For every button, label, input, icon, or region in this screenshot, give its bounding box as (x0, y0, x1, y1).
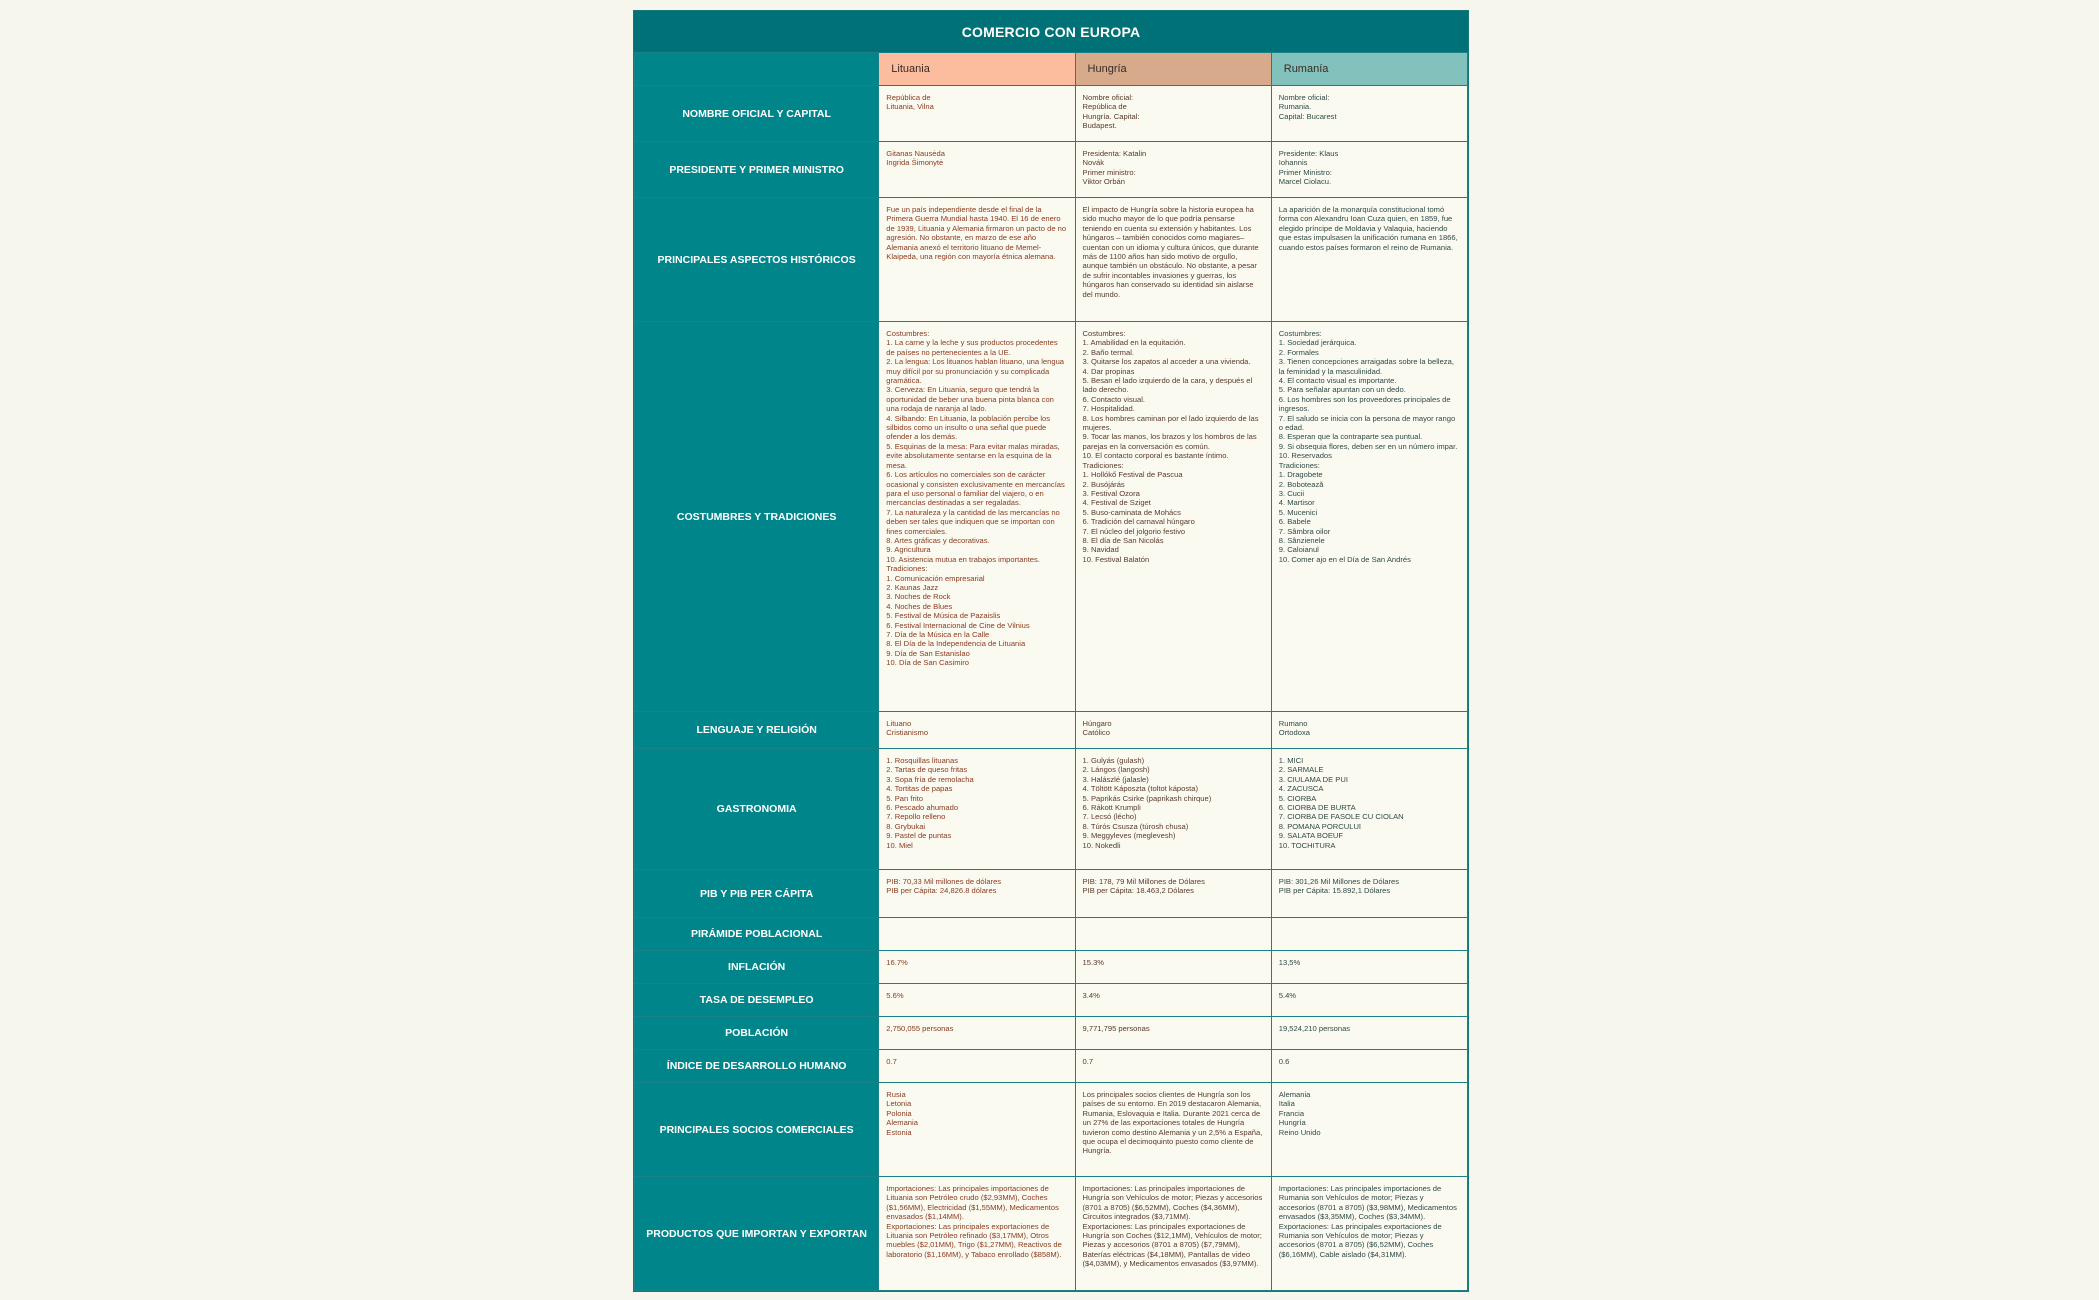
cell-customs-traditions-hungary: Costumbres: 1. Amabilidad en la equitación. 2. Baño termal. 3. Quitarse los zapatos al acceder a una vivienda. 4. Dar propinas 5. Besan el lado izquierdo de la cara, y después el lado derecho. 6. Contacto visual. 7. Hospitalidad. 8. Los hombres caminan por el lado izquierdo de las mujeres. 9. Tocar las manos, los brazos y los hombros de las parejas en la conversación es común. 10. El contacto corporal es bastante íntimo. Tradiciones: 1. Hollókő Festival de Pascua 2. Busójárás 3. Festival Ozora 4. Festival de Sziget 5. Buso-caminata de Mohács 6. Tradición del carnaval húngaro 7. El núcleo del jolgorio festivo 8. El día de San Nicolás 9. Navidad 10. Festival Balatón (1075, 322, 1271, 712)
cell-historical-aspects-romania: La aparición de la monarquía constitucional tomó forma con Alexandru Ioan Cuza quien, en 1859, fue elegido príncipe de Moldavia y Valaquia, haciendo que estas impulsasen la unificación rumana en 1866, cuando estos países formaron el reino de Rumania. (1271, 198, 1467, 322)
cell-language-religion-romania: Rumano Ortodoxa (1271, 712, 1467, 749)
row-president-prime-minister (635, 142, 1468, 198)
cell-language-religion-lithuania: Lituano Cristianismo (879, 712, 1075, 749)
row-label-historical-aspects: PRINCIPALES ASPECTOS HISTÓRICOS (635, 198, 879, 322)
cell-trade-partners-hungary: Los principales socios clientes de Hungría son los países de su entorno. En 2019 destacaron Alemania, Rumania, Eslovaquia e Italia. Durante 2021 cerca de un 27% de las exportaciones totales de Hungría tuvieron como destino Alemania y un 2,5% a España, que ocupa el decimoquinto puesto como cliente de Hungría. (1075, 1083, 1271, 1177)
row-historical-aspects (635, 198, 1468, 322)
page-title: COMERCIO CON EUROPA (634, 11, 1468, 52)
cell-unemployment-rate-hungary: 3.4% (1075, 984, 1271, 1017)
cell-human-development-index-romania: 0.6 (1271, 1050, 1467, 1083)
cell-official-name-capital-lithuania: República de Lituania, Vilna (879, 86, 1075, 142)
cell-customs-traditions-romania: Costumbres: 1. Sociedad jerárquica. 2. Formales 3. Tienen concepciones arraigadas sobre la belleza, la feminidad y la masculinidad. 4. El contacto visual es importante. 5. Para señalar apuntan con un dedo. 6. Los hombres son los proveedores principales de ingresos. 7. El saludo se inicia con la persona de mayor rango o edad. 8. Esperan que la contraparte sea puntual. 9. Si obsequia flores, deben ser en un número impar. 10. Reservados Tradiciones: 1. Dragobete 2. Bobotează 3. Cucii 4. Martisor 5. Mucenici 6. Babele 7. Sâmbra oilor 8. Sânzienele 9. Caloianul 10. Comer ajo en el Día de San Andrés (1271, 322, 1467, 712)
cell-historical-aspects-hungary: El impacto de Hungría sobre la historia europea ha sido mucho mayor de lo que podría pensarse teniendo en cuenta su extensión y habitantes. Los húngaros – también conocidos como magiares– cuentan con un idioma y cultura únicos, que durante más de 1100 años han sido motivo de orgullo, aunque también un obstáculo. No obstante, a pesar de sufrir incontables invasiones y guerras, los húngaros han conservado su identidad sin aislarse del mundo. (1075, 198, 1271, 322)
row-unemployment-rate (635, 984, 1468, 1017)
country-header-row (635, 53, 1468, 86)
comparison-sheet (633, 10, 1469, 1292)
row-label-trade-partners: PRINCIPALES SOCIOS COMERCIALES (635, 1083, 879, 1177)
cell-unemployment-rate-lithuania: 5.6% (879, 984, 1075, 1017)
row-label-gastronomy: GASTRONOMIA (635, 749, 879, 870)
cell-gdp-lithuania: PIB: 70,33 Mil millones de dólares PIB per Cápita: 24,826.8 dólares (879, 870, 1075, 918)
cell-language-religion-hungary: Húngaro Católico (1075, 712, 1271, 749)
cell-human-development-index-lithuania: 0.7 (879, 1050, 1075, 1083)
cell-population-romania: 19,524,210 personas (1271, 1017, 1467, 1050)
country-header-hungary: Hungría (1075, 53, 1271, 86)
cell-official-name-capital-romania: Nombre oficial: Rumania. Capital: Bucarest (1271, 86, 1467, 142)
cell-import-export-products-lithuania: Importaciones: Las principales importaciones de Lituania son Petróleo crudo ($2,93MM), Coches ($1,56MM), Electricidad ($1,55MM), Medicamentos envasados ($1,14MM). Exportaciones: Las principales exportaciones de Lituania son Petróleo refinado ($3,17MM), Otros muebles ($2,01MM), Trigo ($1,27MM), Reactivos de laboratorio ($1,16MM), y Tabaco enrollado ($858M). (879, 1177, 1075, 1291)
row-customs-traditions (635, 322, 1468, 712)
cell-customs-traditions-lithuania: Costumbres: 1. La carne y la leche y sus productos procedentes de países no pertenecientes a la UE. 2. La lengua: Los lituanos hablan lituano, una lengua muy difícil por su pronunciación y su complicada gramática. 3. Cerveza: En Lituania, seguro que tendrá la oportunidad de beber una buena pinta blanca con una rodaja de naranja al lado. 4. Silbando: En Lituania, la población percibe los silbidos como un insulto o una señal que puede ofender a los demás. 5. Esquinas de la mesa: Para evitar malas miradas, evite absolutamente sentarse en la esquina de la mesa. 6. Los artículos no comerciales son de carácter ocasional y consisten exclusivamente en mercancías para el uso personal o familiar del viajero, o en mercancías destinadas a ser regaladas. 7. La naturaleza y la cantidad de las mercancías no deben ser tales que indiquen que se importan con fines comerciales. 8. Artes gráficas y decorativas. 9. Agricultura 10. Asistencia mutua en trabajos importantes. Tradiciones: 1. Comunicación empresarial 2. Kaunas Jazz 3. Noches de Rock 4. Noches de Blues 5. Festival de Música de Pazaislis 6. Festival Internacional de Cine de Vilnius 7. Día de la Música en la Calle 8. El Día de la Independencia de Lituania 9. Día de San Estanislao 10. Día de San Casimiro (879, 322, 1075, 712)
row-population-pyramid (635, 918, 1468, 951)
cell-historical-aspects-lithuania: Fue un país independiente desde el final de la Primera Guerra Mundial hasta 1940. El 16 de enero de 1939, Lituania y Alemania firmaron un pacto de no agresión. No obstante, en marzo de ese año Alemania anexó el territorio lituano de Memel-Klaipeda, una región con mayoría étnica alemana. (879, 198, 1075, 322)
cell-population-hungary: 9,771,795 personas (1075, 1017, 1271, 1050)
row-label-import-export-products: PRODUCTOS QUE IMPORTAN Y EXPORTAN (635, 1177, 879, 1291)
cell-official-name-capital-hungary: Nombre oficial: República de Hungría. Capital: Budapest. (1075, 86, 1271, 142)
row-gdp (635, 870, 1468, 918)
cell-gastronomy-lithuania: 1. Rosquillas lituanas 2. Tartas de queso fritas 3. Sopa fría de remolacha 4. Tortitas de papas 5. Pan frito 6. Pescado ahumado 7. Repollo relleno 8. Grybukai 9. Pastel de puntas 10. Miel (879, 749, 1075, 870)
country-header-romania: Rumanía (1271, 53, 1467, 86)
row-label-customs-traditions: COSTUMBRES Y TRADICIONES (635, 322, 879, 712)
cell-gdp-romania: PIB: 301,26 Mil Millones de Dólares PIB per Cápita: 15.892,1 Dólares (1271, 870, 1467, 918)
row-label-population-pyramid: PIRÁMIDE POBLACIONAL (635, 918, 879, 951)
row-trade-partners (635, 1083, 1468, 1177)
row-label-president-prime-minister: PRESIDENTE Y PRIMER MINISTRO (635, 142, 879, 198)
row-label-official-name-capital: NOMBRE OFICIAL Y CAPITAL (635, 86, 879, 142)
row-import-export-products (635, 1177, 1468, 1291)
header-corner (635, 53, 879, 86)
cell-population-pyramid-hungary (1075, 918, 1271, 951)
country-header-lithuania: Lituania (879, 53, 1075, 86)
comparison-table (634, 52, 1468, 1291)
row-gastronomy (635, 749, 1468, 870)
cell-population-pyramid-lithuania (879, 918, 1075, 951)
cell-import-export-products-romania: Importaciones: Las principales importaciones de Rumania son Vehículos de motor; Piezas y accesorios (8701 a 8705) ($3,98MM), Medicamentos envasados ($3,35MM), Coches ($3,34MM). Exportaciones: Las principales exportaciones de Rumania son Vehículos de motor; Piezas y accesorios (8701 a 8705) ($6,52MM), Coches ($6,16MM), Cable aislado ($4,31MM). (1271, 1177, 1467, 1291)
row-label-unemployment-rate: TASA DE DESEMPLEO (635, 984, 879, 1017)
cell-trade-partners-romania: Alemania Italia Francia Hungría Reino Unido (1271, 1083, 1467, 1177)
cell-human-development-index-hungary: 0.7 (1075, 1050, 1271, 1083)
cell-gdp-hungary: PIB: 178, 79 Mil Millones de Dólares PIB per Cápita: 18.463,2 Dólares (1075, 870, 1271, 918)
row-language-religion (635, 712, 1468, 749)
cell-president-prime-minister-lithuania: Gitanas Nausėda Ingrida Šimonytė (879, 142, 1075, 198)
row-label-population: POBLACIÓN (635, 1017, 879, 1050)
row-label-gdp: PIB Y PIB PER CÁPITA (635, 870, 879, 918)
row-human-development-index (635, 1050, 1468, 1083)
cell-trade-partners-lithuania: Rusia Letonia Polonia Alemania Estonia (879, 1083, 1075, 1177)
cell-inflation-lithuania: 16.7% (879, 951, 1075, 984)
cell-president-prime-minister-romania: Presidente: Klaus Iohannis Primer Ministro: Marcel Ciolacu. (1271, 142, 1467, 198)
cell-population-pyramid-romania (1271, 918, 1467, 951)
cell-gastronomy-hungary: 1. Gulyás (gulash) 2. Lángos (langosh) 3. Halászlé (jalasle) 4. Töltött Káposzta (toltot káposta) 5. Paprikás Csirke (paprikash chirque) 6. Rákott Krumpli 7. Lecsó (lécho) 8. Túrós Csusza (túrosh chusa) 9. Meggyleves (meglevesh) 10. Nokedli (1075, 749, 1271, 870)
cell-population-lithuania: 2,750,055 personas (879, 1017, 1075, 1050)
cell-president-prime-minister-hungary: Presidenta: Katalin Novák Primer ministro: Viktor Orbán (1075, 142, 1271, 198)
row-label-language-religion: LENGUAJE Y RELIGIÓN (635, 712, 879, 749)
row-population (635, 1017, 1468, 1050)
row-label-inflation: INFLACIÓN (635, 951, 879, 984)
cell-unemployment-rate-romania: 5.4% (1271, 984, 1467, 1017)
cell-inflation-romania: 13,5% (1271, 951, 1467, 984)
cell-inflation-hungary: 15.3% (1075, 951, 1271, 984)
cell-gastronomy-romania: 1. MICI 2. SARMALE 3. CIULAMA DE PUI 4. ZACUSCA 5. CIORBA 6. CIORBA DE BURTA 7. CIORBA DE FASOLE CU CIOLAN 8. POMANA PORCULUI 9. SALATA BOEUF 10. TOCHITURA (1271, 749, 1467, 870)
cell-import-export-products-hungary: Importaciones: Las principales importaciones de Hungría son Vehículos de motor; Piezas y accesorios (8701 a 8705) ($6,52MM), Coches ($4,36MM), Circuitos integrados ($3,71MM). Exportaciones: Las principales exportaciones de Hungría son Coches ($12,1MM), Vehículos de motor; Piezas y accesorios (8701 a 8705) ($7,79MM), Baterías eléctricas ($4,18MM), Pantallas de video ($4,03MM), y Medicamentos envasados ($3,97MM). (1075, 1177, 1271, 1291)
row-label-human-development-index: ÍNDICE DE DESARROLLO HUMANO (635, 1050, 879, 1083)
row-inflation (635, 951, 1468, 984)
row-official-name-capital (635, 86, 1468, 142)
